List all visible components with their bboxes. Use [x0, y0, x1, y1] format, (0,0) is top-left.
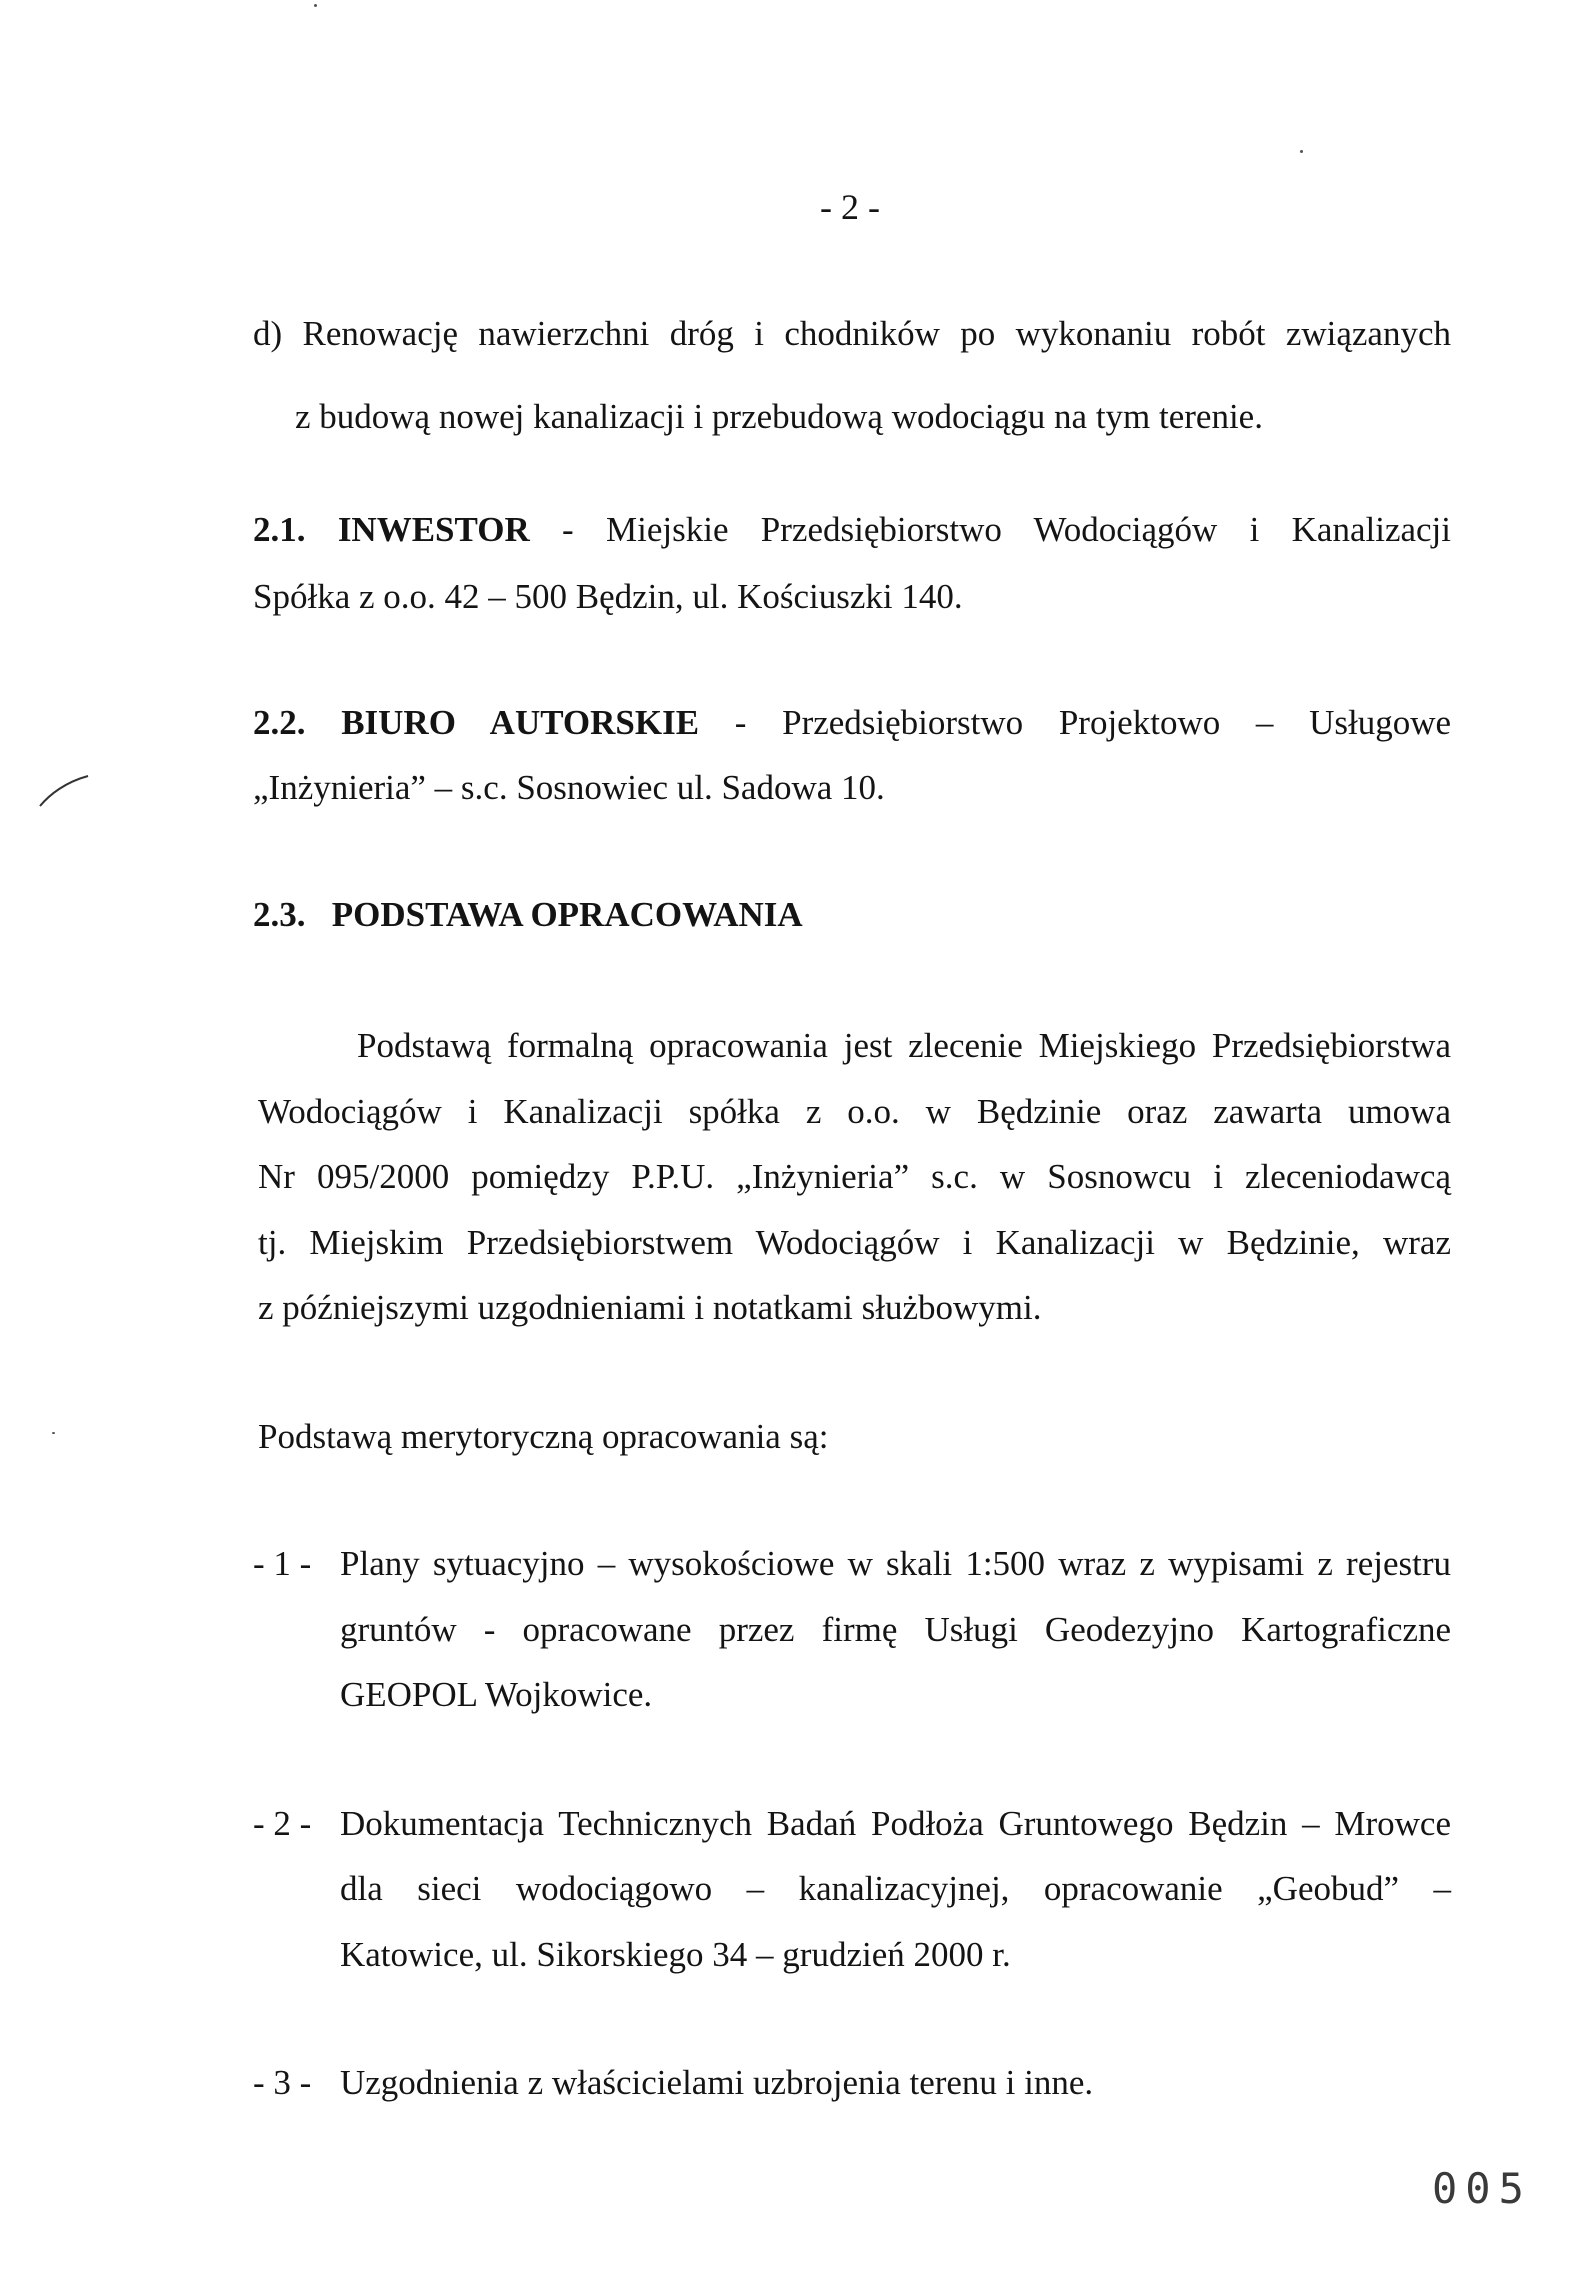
substantive-basis-intro: Podstawą merytoryczną opracowania są: [258, 1417, 829, 1456]
formal-basis-line-1: Podstawą formalną opracowania jest zlecenie Miejskiego Przedsiębiorstwa [357, 1026, 1451, 1065]
section-2-2-number: 2.2. [253, 703, 306, 742]
section-2-3-heading-line [253, 893, 803, 937]
list-item-1-marker: - 1 - [253, 1544, 312, 1583]
margin-pen-mark [36, 772, 96, 812]
section-2-2-text: - Przedsiębiorstwo Projektowo – Usługowe [699, 703, 1451, 742]
list-item-1-line-3: GEOPOL Wojkowice. [340, 1675, 653, 1714]
list-item-1-line-2: gruntów - opracowane przez firmę Usługi Geodezyjno Kartograficzne [340, 1610, 1451, 1649]
list-item-2-line-3: Katowice, ul. Sikorskiego 34 – grudzień 2000 r. [340, 1935, 1011, 1974]
list-item-1-line-1: Plany sytuacyjno – wysokościowe w skali 1:500 wraz z wypisami z rejestru [340, 1544, 1451, 1583]
formal-basis-line-3: Nr 095/2000 pomiędzy P.P.U. „Inżynieria” s.c. w Sosnowcu i zleceniodawcą [258, 1157, 1451, 1196]
list-item-2-marker: - 2 - [253, 1804, 312, 1843]
section-2-2-line-1 [253, 701, 1451, 745]
item-d-line-1: d) Renowację nawierzchni dróg i chodników po wykonaniu robót związanych [253, 314, 1451, 353]
page-number: - 2 - [820, 187, 880, 227]
section-2-2-heading: BIURO AUTORSKIE [341, 703, 700, 742]
scan-speck [52, 1432, 55, 1434]
section-2-1-line-2: Spółka z o.o. 42 – 500 Będzin, ul. Kościuszki 140. [253, 577, 963, 616]
list-item-3-line-1: Uzgodnienia z właścicielami uzbrojenia terenu i inne. [340, 2063, 1094, 2102]
formal-basis-line-2: Wodociągów i Kanalizacji spółka z o.o. w Będzinie oraz zawarta umowa [258, 1092, 1451, 1131]
section-2-1-text: - Miejskie Przedsiębiorstwo Wodociągów i Kanalizacji [529, 510, 1452, 549]
list-item-2-line-1: Dokumentacja Technicznych Badań Podłoża Gruntowego Będzin – Mrowce [340, 1804, 1451, 1843]
list-item-2-line-2: dla sieci wodociągowo – kanalizacyjnej, opracowanie „Geobud” – [340, 1869, 1451, 1908]
formal-basis-line-5: z późniejszymi uzgodnieniami i notatkami służbowymi. [258, 1288, 1042, 1327]
section-2-3-number: 2.3. [253, 895, 306, 934]
item-d-line-2: z budową nowej kanalizacji i przebudową wodociągu na tym terenie. [295, 397, 1263, 436]
scan-speck [314, 4, 317, 7]
section-2-3-heading: PODSTAWA OPRACOWANIA [331, 895, 803, 934]
section-2-1-heading: INWESTOR [337, 510, 530, 549]
scan-speck [1300, 150, 1303, 153]
formal-basis-line-4: tj. Miejskim Przedsiębiorstwem Wodociągów i Kanalizacji w Będzinie, wraz [258, 1223, 1451, 1262]
section-2-1-line-1 [253, 508, 1451, 552]
stamp-number: 005 [1432, 2164, 1532, 2213]
section-2-1-number: 2.1. [253, 510, 306, 549]
list-item-3-marker: - 3 - [253, 2063, 312, 2102]
section-2-2-line-2: „Inżynieria” – s.c. Sosnowiec ul. Sadowa 10. [253, 768, 885, 807]
